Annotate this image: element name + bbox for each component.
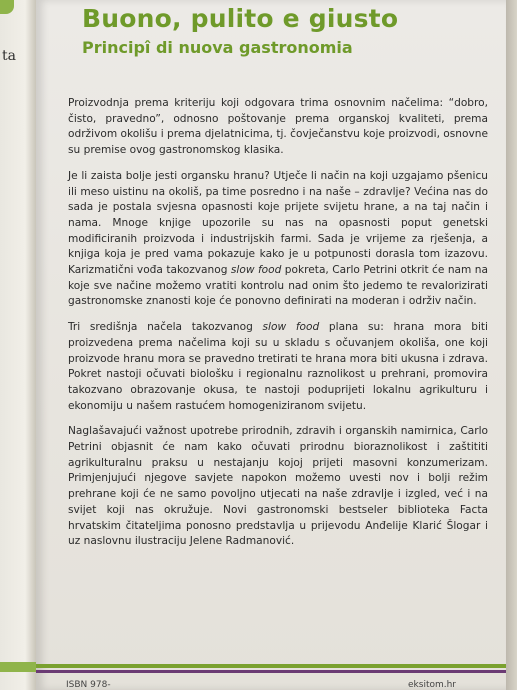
isbn-text: ISBN 978- [66,680,111,690]
book-subtitle: Principî di nuova gastronomia [82,38,353,57]
adjacent-book-green-band [0,662,36,672]
text-run: Naglašavajući važnost upotrebe prirodnih, zdravih i organskih namirnica, Carlo Petrini objasnit će nam kako očuvati prirodnu bioraznolikost i zaštititi agrikulturalnu praksu u nestajanju kojoj prijeti masovni konzumerizam. Primjenjujući njegove savjete napokon možemo uvesti nov i bolji režim prehrane koji će ne samo povoljno utjecati na naše zdravlje i izgled, već i na svijet koji nas okružuje. Novi gastronomski bestseler biblioteka Facta hrvatskim čitateljima ponosno predstavlja u prijevodu Anđelije Klarić Šlogar i uz naslovnu ilustraciju Jelene Radmanović. [68,425,488,548]
green-corner-mark [0,0,14,14]
green-footer-rule [36,664,506,668]
text-run: Tri središnja načela takozvanog [68,321,263,334]
paragraph-4 [68,424,488,550]
publisher-web-text: eksitom.hr [408,680,457,690]
text-run: plana su: hrana mora biti proizvedena prema načelima koji su u skladu s očuvanjem okoliša, one koji proizvode hranu mora se pravedno tretirati te hrana mora biti ukusna i zdrava. Pokret nastoji očuvati biološku i regionalnu raznolikost u prehrani, promovira takozvano obrazovanje okusa, te nastoji poduprijeti lokalnu agrikulturu i ekonomiju u našem rastućem homogeniziranom svijetu. [68,321,488,412]
book-title: Buono, pulito e giusto [82,4,399,33]
paragraph-2 [68,169,488,310]
adjacent-book-edge [0,0,36,690]
right-edge-shadow [506,0,517,690]
text-run: pokreta, Carlo Petrini otkrit će nam na koje sve načine možemo vratiti kontrolu nad onim što jedemo te revalorizirati gastronomske znanosti koje će ponovno definirati na moderan i održiv način. [68,264,489,308]
back-cover-page [36,0,506,690]
blurb-text [68,96,488,560]
paragraph-1 [68,96,488,159]
slow-food-term: slow food [230,264,282,277]
text-run: Je li zaista bolje jesti organsku hranu? Utječe li način na koji uzgajamo pšenicu ili meso uistinu na okoliš, pa time posredno i na naše – zdravlje? Većina nas do sada je postala svjesna opasnosti koje prijete svijetu hrane, a na taj način i nama. Mnoge knjige upozorile su nas na opasnosti poput genetski modificiranih proizvoda i industrijskih farmi. Sada je vrijeme za rješenja, a knjiga koja je pred vama pokazuje kako je u potpunosti dorasla tom izazovu. Karizmatični vođa takozvanog [68,169,488,277]
paragraph-3 [68,320,488,414]
adjacent-book-word: ta [2,48,16,64]
slow-food-term: slow food [262,321,320,334]
text-run: Proizvodnja prema kriteriju koji odgovara trima osnovnim načelima: “dobro, čisto, pravedno”, odnosno poštovanje prema organskoj kvaliteti, prema održivom okolišu i prema djelatnicima, tj. čovječanstvu koje proizvodi, osnovne su premise ovog gastronomskog klasika. [68,97,488,157]
purple-footer-rule [36,670,506,673]
